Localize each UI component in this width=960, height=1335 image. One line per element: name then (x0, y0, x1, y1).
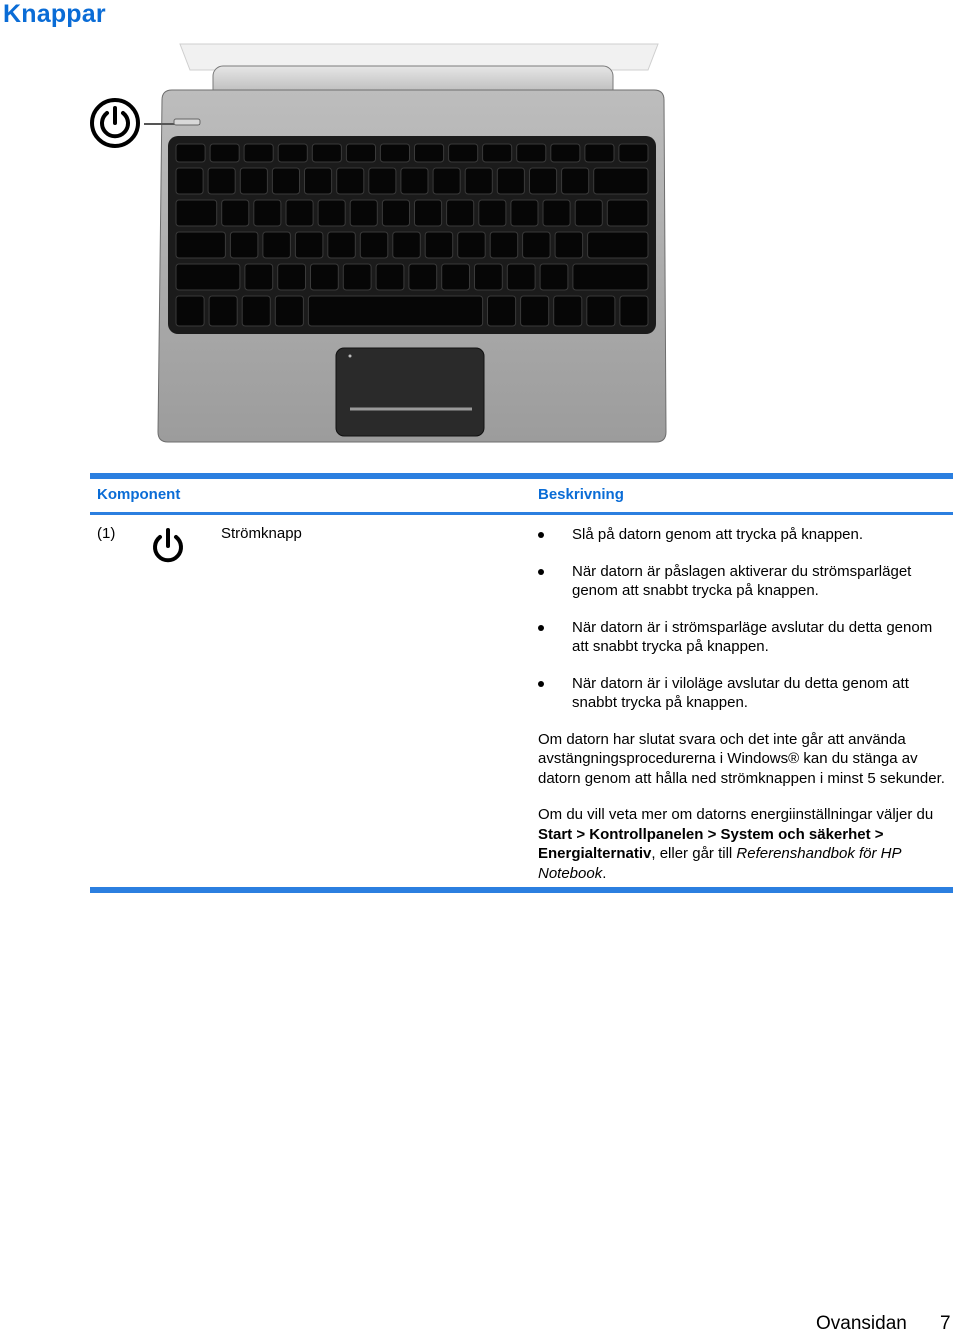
keyboard-key (393, 232, 421, 258)
keyboard-key (442, 264, 470, 290)
keyboard-key (222, 200, 249, 226)
laptop-keyboard-illustration (88, 40, 678, 450)
keyboard-key (562, 168, 589, 194)
keyboard-key (490, 232, 518, 258)
description-cell (538, 525, 950, 900)
shutdown-note: Om datorn har slutat svara och det inte går att använda avstängningsprocedurerna i Windows® kan du stänga av datorn genom att hålla ned strömknappen i minst 5 sekunder. (538, 730, 945, 787)
keyboard-key (350, 200, 377, 226)
keyboard-key (551, 144, 580, 162)
keyboard-key (245, 264, 273, 290)
keyboard-key (458, 232, 486, 258)
keyboard-key (308, 296, 482, 326)
keyboard-key (475, 264, 503, 290)
keyboard-key (275, 296, 303, 326)
keyboard-key (263, 232, 291, 258)
header-description: Beskrivning (538, 486, 624, 503)
more-info-intro: Om du vill veta mer om datorns energiinställningar väljer du (538, 806, 934, 823)
keyboard-key (360, 232, 388, 258)
keyboard-key (517, 144, 546, 162)
keyboard-key (447, 200, 474, 226)
keyboard-key (554, 296, 582, 326)
keyboard-key (594, 168, 648, 194)
keyboard-key (210, 144, 239, 162)
keyboard-key (240, 168, 267, 194)
keyboard-key (376, 264, 404, 290)
keyboard-key (380, 144, 409, 162)
keyboard-key (176, 144, 205, 162)
keyboard-key (272, 168, 299, 194)
more-info-end: . (602, 864, 607, 882)
keyboard-key (530, 168, 557, 194)
keyboard-key (585, 144, 614, 162)
keyboard-key (311, 264, 339, 290)
keyboard-key (620, 296, 648, 326)
more-info-paragraph (538, 805, 950, 883)
keyboard-key (295, 232, 323, 258)
footer-section-label: Ovansidan (816, 1313, 907, 1334)
more-info-middle: , eller går till (651, 845, 733, 862)
table-top-rule (90, 473, 953, 479)
keyboard-key (369, 168, 396, 194)
reference-guide-title: Referenshandbok för HP Notebook (538, 845, 901, 882)
keyboard-key (497, 168, 524, 194)
keyboard-key (543, 200, 570, 226)
keyboard-key (521, 296, 549, 326)
keyboard-key (230, 232, 258, 258)
keyboard-key (483, 144, 512, 162)
bullet-item: När datorn är i viloläge avslutar du detta genom att snabbt trycka på knappen. (538, 674, 950, 713)
keyboard-key (176, 200, 217, 226)
keyboard-key (343, 264, 371, 290)
keyboard-key (465, 168, 492, 194)
keyboard-key (573, 264, 648, 290)
keyboard-key (619, 144, 648, 162)
power-icon (150, 527, 186, 565)
keyboard-key (254, 200, 281, 226)
keyboard-key (479, 200, 506, 226)
keyboard-key (555, 232, 583, 258)
keyboard-key (523, 232, 551, 258)
keyboard-key (278, 144, 307, 162)
keyboard-key (209, 296, 237, 326)
keyboard-key (337, 168, 364, 194)
keyboard-key (286, 200, 313, 226)
keyboard-key (382, 200, 409, 226)
keyboard-key (409, 264, 437, 290)
row-number: (1) (97, 525, 116, 542)
power-callout-icon (88, 96, 142, 150)
keyboard-key (176, 232, 225, 258)
keyboard-key (507, 264, 535, 290)
keyboard-key (305, 168, 332, 194)
keyboard-key (208, 168, 235, 194)
keyboard-key (587, 296, 615, 326)
keyboard-key (176, 296, 204, 326)
component-name: Strömknapp (221, 525, 302, 542)
keyboard-key (176, 264, 240, 290)
page-title: Knappar (3, 0, 106, 28)
keyboard-key (415, 144, 444, 162)
keyboard-key (346, 144, 375, 162)
bullet-item: När datorn är i strömsparläge avslutar du detta genom att snabbt trycka på knappen. (538, 618, 950, 657)
control-panel-path: Start > Kontrollpanelen > System och säkerhet > Energialternativ (538, 825, 884, 862)
keyboard-key (318, 200, 345, 226)
keyboard-key (415, 200, 442, 226)
table-header-rule (90, 512, 953, 515)
keyboard-key (607, 200, 648, 226)
keyboard-key (425, 232, 453, 258)
description-bullets (538, 525, 950, 713)
keyboard-key (433, 168, 460, 194)
keyboard-key (511, 200, 538, 226)
keyboard-key (176, 168, 203, 194)
keyboard-key (449, 144, 478, 162)
page-number: 7 (940, 1313, 951, 1334)
keyboard-key (488, 296, 516, 326)
keyboard-key (540, 264, 568, 290)
keyboard-key (575, 200, 602, 226)
keyboard-key (312, 144, 341, 162)
keyboard-key (242, 296, 270, 326)
table-bottom-rule (90, 887, 953, 893)
bullet-item: Slå på datorn genom att trycka på knappen. (538, 525, 950, 545)
keyboard-key (588, 232, 648, 258)
keyboard-key (328, 232, 356, 258)
keyboard-key (278, 264, 306, 290)
keyboard-key (401, 168, 428, 194)
header-component: Komponent (97, 486, 181, 503)
keyboard-key (244, 144, 273, 162)
bullet-item: När datorn är påslagen aktiverar du strömsparläget genom att snabbt trycka på knappen. (538, 562, 950, 601)
